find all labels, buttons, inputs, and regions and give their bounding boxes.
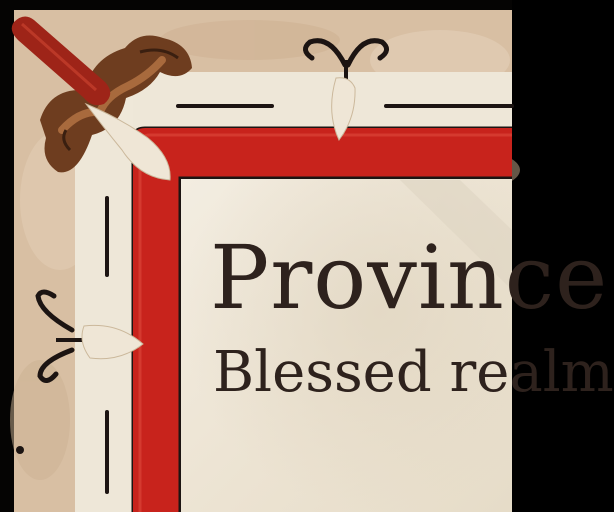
province-title: Province [210,226,609,329]
province-subtitle: Blessed realm [213,340,614,405]
